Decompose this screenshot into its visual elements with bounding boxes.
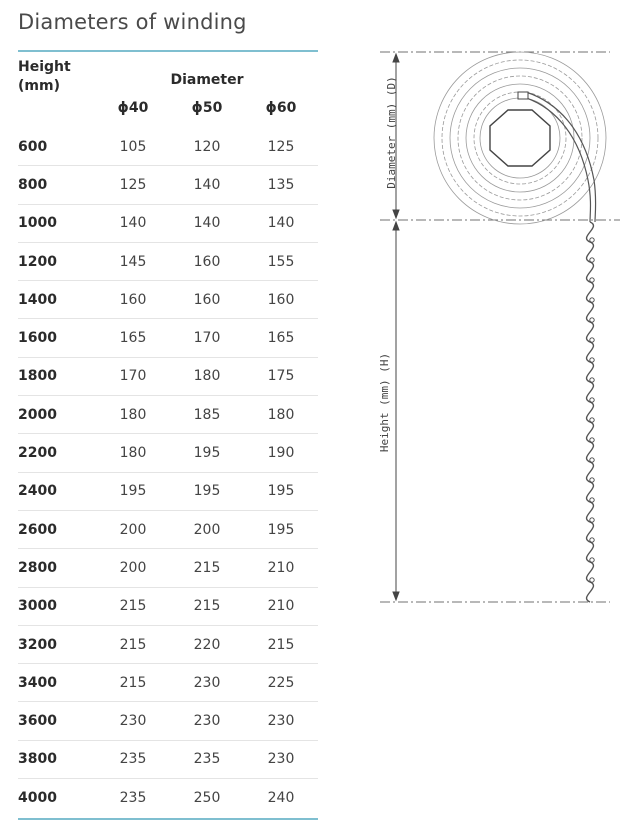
diameter-cell: 230 bbox=[267, 713, 295, 730]
table-row bbox=[18, 549, 318, 587]
diameter-cell: 160 bbox=[193, 291, 221, 308]
diameter-cell: 165 bbox=[267, 330, 295, 347]
diameter-cell: 215 bbox=[267, 636, 295, 653]
slat-hinge bbox=[590, 238, 594, 242]
diameter-cell: 140 bbox=[267, 215, 295, 232]
diameter-cell: 195 bbox=[267, 521, 295, 538]
height-cell: 3400 bbox=[18, 674, 57, 691]
diameter-cell: 200 bbox=[119, 559, 147, 576]
height-cell: 1600 bbox=[18, 330, 57, 347]
diameter-cell: 145 bbox=[119, 253, 147, 270]
height-column-header bbox=[18, 58, 96, 128]
diameter-cell: 250 bbox=[193, 789, 221, 806]
diameter-cell: 135 bbox=[267, 176, 295, 193]
octagonal-axle bbox=[490, 110, 550, 166]
table-row bbox=[18, 357, 318, 395]
slat-hinge bbox=[590, 378, 594, 382]
diameter-cell: 160 bbox=[267, 291, 295, 308]
table-header-row bbox=[18, 58, 318, 88]
height-cell: 1000 bbox=[18, 215, 57, 232]
table-row bbox=[18, 740, 318, 778]
slat-hinge bbox=[590, 338, 594, 342]
slat-hinge bbox=[590, 318, 594, 322]
slat-hinge bbox=[590, 558, 594, 562]
height-cell: 2600 bbox=[18, 521, 57, 538]
diameter-cell: 180 bbox=[119, 445, 147, 462]
diameter-cell: 140 bbox=[193, 176, 221, 193]
diameter-cell: 170 bbox=[193, 330, 221, 347]
height-header-label: Height bbox=[18, 59, 71, 75]
title-divider bbox=[18, 50, 318, 52]
diameter-cell: 165 bbox=[119, 330, 147, 347]
diameter-cell: 190 bbox=[267, 445, 295, 462]
table-row bbox=[18, 702, 318, 740]
diameter-cell: 120 bbox=[193, 138, 221, 155]
column-header-d50: ϕ50 bbox=[191, 100, 223, 116]
table-row bbox=[18, 625, 318, 663]
height-cell: 600 bbox=[18, 138, 48, 155]
height-cell: 1400 bbox=[18, 291, 57, 308]
height-cell: 2000 bbox=[18, 406, 57, 423]
diameter-cell: 215 bbox=[193, 598, 221, 615]
slat-hinge bbox=[590, 518, 594, 522]
height-cell: 3600 bbox=[18, 713, 57, 730]
height-cell: 2200 bbox=[18, 445, 57, 462]
table-row bbox=[18, 128, 318, 166]
diameter-cell: 155 bbox=[267, 253, 295, 270]
table-bottom-divider bbox=[18, 818, 318, 820]
diameter-group-header: Diameter bbox=[170, 72, 244, 88]
table-row bbox=[18, 242, 318, 280]
diameter-cell: 105 bbox=[119, 138, 147, 155]
diameter-cell: 195 bbox=[193, 445, 221, 462]
diameter-cell: 185 bbox=[193, 406, 221, 423]
height-axis-label: Height (mm) (H) bbox=[378, 352, 392, 453]
diameter-cell: 125 bbox=[119, 176, 147, 193]
diameter-cell: 230 bbox=[193, 713, 221, 730]
slat-hinge bbox=[590, 418, 594, 422]
diameter-cell: 170 bbox=[119, 368, 147, 385]
diameter-cell: 160 bbox=[119, 291, 147, 308]
diameter-cell: 195 bbox=[119, 483, 147, 500]
table-row bbox=[18, 319, 318, 357]
slat-hinge bbox=[590, 458, 594, 462]
slat-hinge bbox=[590, 258, 594, 262]
column-header-d40: ϕ40 bbox=[117, 100, 149, 116]
table-row bbox=[18, 664, 318, 702]
page-title: Diameters of winding bbox=[18, 10, 247, 34]
winding-diameter-table bbox=[18, 58, 318, 816]
height-dimension bbox=[380, 222, 610, 602]
diameter-cell: 230 bbox=[119, 713, 147, 730]
diameter-cell: 140 bbox=[119, 215, 147, 232]
diameter-cell: 240 bbox=[267, 789, 295, 806]
diameter-cell: 175 bbox=[267, 368, 295, 385]
slat-hinge bbox=[590, 538, 594, 542]
table-row bbox=[18, 472, 318, 510]
height-cell: 1200 bbox=[18, 253, 57, 270]
diameter-cell: 180 bbox=[193, 368, 221, 385]
hanging-slats bbox=[587, 222, 595, 602]
slat-hinge bbox=[590, 478, 594, 482]
slat-hinge bbox=[590, 578, 594, 582]
diameter-cell: 215 bbox=[119, 598, 147, 615]
strip-end-cap bbox=[518, 92, 528, 99]
diameter-cell: 235 bbox=[119, 789, 147, 806]
slat-hinge bbox=[590, 358, 594, 362]
slat-hinge bbox=[590, 498, 594, 502]
table-row bbox=[18, 166, 318, 204]
height-cell: 3000 bbox=[18, 598, 57, 615]
height-cell: 800 bbox=[18, 176, 48, 193]
slat-hinge bbox=[590, 398, 594, 402]
diameter-cell: 220 bbox=[193, 636, 221, 653]
table-row bbox=[18, 779, 318, 817]
diameter-cell: 230 bbox=[193, 674, 221, 691]
table-row bbox=[18, 510, 318, 548]
diameter-cell: 125 bbox=[267, 138, 295, 155]
diameter-cell: 140 bbox=[193, 215, 221, 232]
table-row bbox=[18, 587, 318, 625]
diameter-cell: 235 bbox=[193, 751, 221, 768]
table-row bbox=[18, 434, 318, 472]
diameter-cell: 215 bbox=[119, 674, 147, 691]
diameter-cell: 180 bbox=[267, 406, 295, 423]
diameter-cell: 195 bbox=[267, 483, 295, 500]
height-header-unit: (mm) bbox=[18, 78, 60, 94]
table-row bbox=[18, 204, 318, 242]
diameter-cell: 180 bbox=[119, 406, 147, 423]
diameter-cell: 235 bbox=[119, 751, 147, 768]
slat-hinge bbox=[590, 298, 594, 302]
height-cell: 2400 bbox=[18, 483, 57, 500]
diameter-cell: 200 bbox=[193, 521, 221, 538]
table-row bbox=[18, 281, 318, 319]
diameter-cell: 160 bbox=[193, 253, 221, 270]
slat-hinge bbox=[590, 438, 594, 442]
diameter-cell: 225 bbox=[267, 674, 295, 691]
diameter-cell: 195 bbox=[193, 483, 221, 500]
height-cell: 1800 bbox=[18, 368, 57, 385]
diameter-cell: 210 bbox=[267, 598, 295, 615]
diameter-axis-label: Diameter (mm) (D) bbox=[384, 76, 398, 189]
height-cell: 4000 bbox=[18, 789, 57, 806]
height-cell: 3800 bbox=[18, 751, 57, 768]
table-row bbox=[18, 396, 318, 434]
diameter-cell: 215 bbox=[193, 559, 221, 576]
diameter-cell: 230 bbox=[267, 751, 295, 768]
winding-diagram bbox=[350, 40, 634, 620]
diameter-cell: 200 bbox=[119, 521, 147, 538]
column-header-d60: ϕ60 bbox=[265, 100, 297, 116]
slat-hinge bbox=[590, 278, 594, 282]
height-cell: 3200 bbox=[18, 636, 57, 653]
diameter-cell: 215 bbox=[119, 636, 147, 653]
diameter-cell: 210 bbox=[267, 559, 295, 576]
height-cell: 2800 bbox=[18, 559, 57, 576]
